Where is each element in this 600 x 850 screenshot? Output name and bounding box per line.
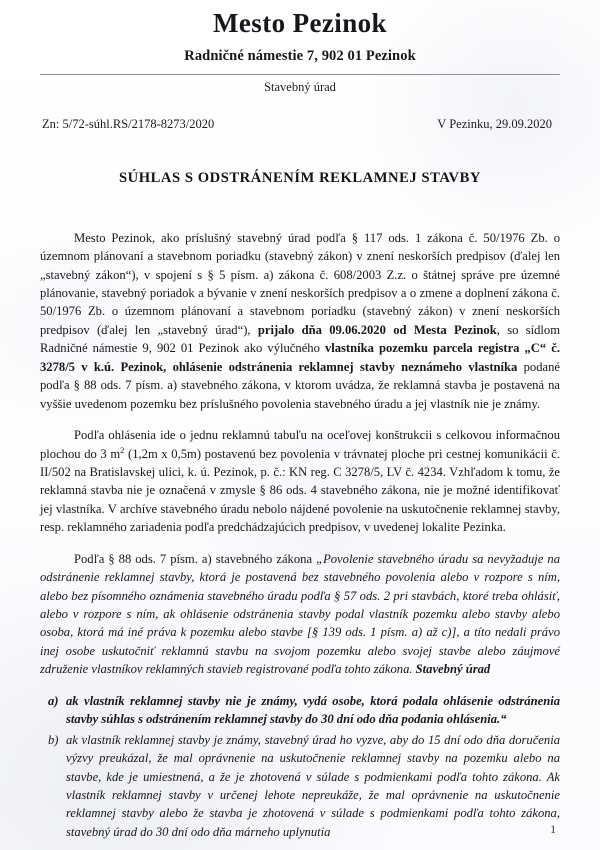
department-label: Stavebný úrad [264,79,336,94]
p1-bold-2: vlastníka pozemku parcela registra „C“ č. 3278/5 v k.ú. Pezinok, ohlásenie odstránenia reklamnej stavby neznámeho vlastníka [40,341,560,374]
page-title: SÚHLAS S ODSTRÁNENÍM REKLAMNEJ STAVBY [118,169,482,186]
p1-bold-1: prijalo dňa 09.06.2020 od Mesta Pezinok [257,322,497,337]
p3-segment-1: Podľa § 88 ods. 7 písm. a) stavebného zákona [74,551,317,566]
clause-text-b: ak vlastník reklamnej stavby je známy, stavebný úrad ho vyzve, aby do 15 dní odo dňa doručenia výzvy preukázal, že mal oprávnenie na uskutočnenie reklamnej stavby na pozemku alebo na stavbe, kde je umiestnená, a že je zhotovená v súlade s podmienkami podľa tohto zákona. Ak vlastník reklamnej stavby v určenej lehote nepreukáže, že mal oprávnenie na uskutočnenie reklamnej stavby alebo že stavba je zhotovená v súlade s podmienkami podľa tohto zákona, stavebný úrad do 30 dní odo dňa márneho uplynutia [66,732,560,839]
clause-text-a: ak vlastník reklamnej stavby nie je známy, vydá osobe, ktorá podala ohlásenie odstránenia stavby súhlas s odstránením reklamnej stavby do 30 dní odo dňa podania ohlásenia.“ [66,693,560,727]
list-item [40,731,560,842]
organization-address: Radničné námestie 7, 902 01 Pezinok [184,47,416,64]
place-and-date: V Pezinku, 29.09.2020 [437,116,552,131]
p1-segment-2: , so sídlom Radničné námestie 9, 902 01 Pezinok ako výlučného [40,322,561,356]
clause-marker-b: b) [48,732,59,747]
document-meta [40,117,560,132]
p1-segment-1: Mesto Pezinok, ako príslušný stavebný úrad podľa § 117 ods. 1 zákona č. 50/1976 Zb. o územnom plánovaní a stavebnom poriadku (stavebný zákon) v znení neskorších predpisov (ďalej len „stavebný zákon“), v spojení s § 5 písm. a) zákona č. 608/2003 Z.z. o štátnej správe pre územné plánovanie, stavebný poriadok a bývanie v znení neskorších predpisov a o zmene a doplnení zákona č. 50/1976 Zb. o územnom plánovaní a stavebnom poriadku (stavebný zákon) v znení neskorších predpisov (ďalej len „stavebný úrad“), [40,230,560,337]
p2-segment-2: (1,2m x 0,5m) postavenú bez povolenia v trávnatej ploche pri cestnej komunikácii č. II/502 na Bratislavskej ulici, k. ú. Pezinok, p. č.: KN reg. C 3278/5, LV č. 4234. Vzhľadom k tomu, že reklamná stavba nie je označená v zmysle § 86 ods. 4 stavebného zákona, nie je možné identifikovať jej vlastníka. V archíve stavebného úradu nebolo nájdené povolenie na uskutočnenie reklamnej stavby, resp. reklamného zariadenia podľa predchádzajúcich predpisov, v uvedenej lokalite Pezinka. [40,446,560,535]
organization-title: Mesto Pezinok [213,8,387,38]
p3-quote: „Povolenie stavebného úradu sa nevyžaduje na odstránenie reklamnej stavby, ktorá je postavená bez stavebného povolenia alebo v rozpore s ním, alebo bez písomného oznámenia stavebného úradu podľa § 57 ods. 2 pri stavbách, ktoré treba ohlásiť, alebo v rozpore s ním, ak ohlásenie odstránenia stavby podal vlastník pozemku alebo stavby alebo osoba, ktorá má iné práva k pozemku alebo stavbe [§ 139 ods. 1 písm. a) až c)], a títo nedali právo inej osobe uskutočniť reklamnú stavbu na svojom pozemku alebo svojej stavbe alebo záujmové združenie vlastníkov reklamných stavieb registrované podľa tohto zákona. [40,551,560,677]
p3-authority-label: Stavebný úrad [415,662,491,677]
clause-list [40,692,560,842]
letterhead [40,9,560,95]
paragraph-3 [40,550,560,679]
list-item [40,692,560,729]
page-number: 1 [550,824,556,836]
document-body [40,229,560,842]
header-divider [40,74,560,75]
paragraph-2 [40,426,560,537]
p2-segment-1: Podľa ohlásenia ide o jednu reklamnú tabuľu na oceľovej konštrukcii s celkovou informačnou plochou do 3 m [40,428,560,461]
p2-superscript: 2 [120,444,125,455]
paragraph-1 [40,229,560,413]
p1-segment-3: podané podľa § 88 ods. 7 písm. a) stavebného zákona, v ktorom uvádza, že reklamná stavba je postavená na vyššie uvedenom pozemku bez príslušného povolenia stavebného úradu a jej vlastník nie je známy. [40,359,560,411]
reference-number: Zn: 5/72-súhl.RS/2178-8273/2020 [42,116,215,131]
clause-marker-a: a) [48,693,59,708]
